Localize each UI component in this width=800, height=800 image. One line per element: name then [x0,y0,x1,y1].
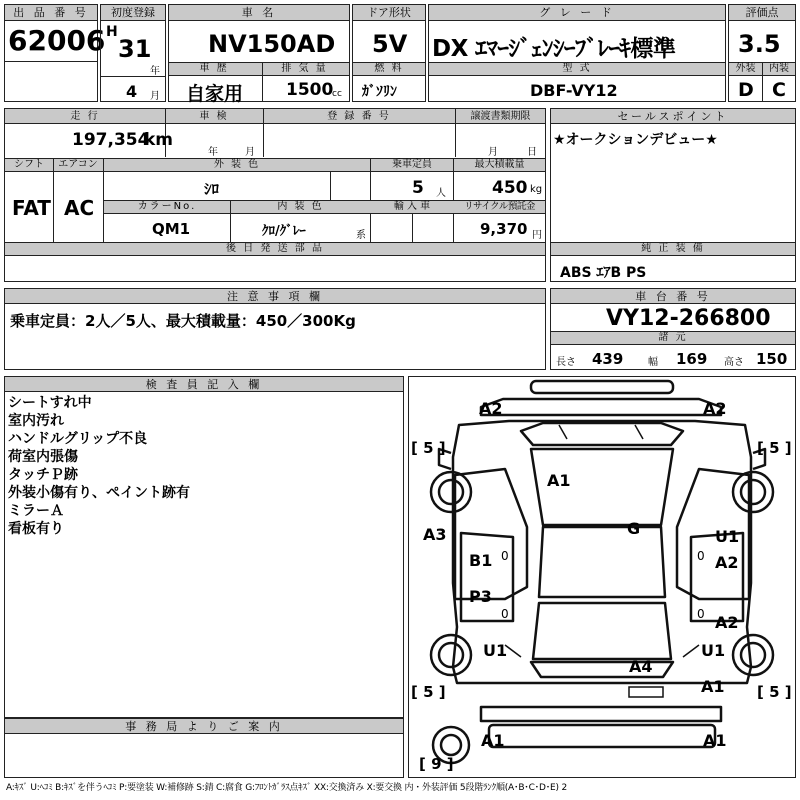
color-no: QM1 [152,220,191,238]
mark-u1-right-upper: U1 [715,527,740,546]
later-parts-label: 後 日 発 送 部 品 [226,243,324,254]
note-line: シートすれ中 [8,395,92,411]
height-label: 高さ [724,357,744,368]
height: 150 [756,350,788,368]
fuel-label: 燃 料 [374,63,404,74]
int-color-suffix: 系 [356,230,366,241]
car-outline-svg [409,377,795,777]
equipment-label: 純 正 装 備 [641,243,705,254]
inspection-year-unit: 年 [208,147,218,158]
displacement: 1500 [286,80,334,100]
score: 3.5 [738,30,781,58]
recycle-label: リサイクル預託金 [464,201,535,212]
mark-a4-rear: A4 [629,657,653,676]
mark-a1-roof: A1 [547,471,571,490]
aircon: AC [64,196,95,220]
length-label: 長さ [556,357,576,368]
history-label: 車 歴 [199,63,229,74]
score-label: 評価点 [729,5,795,21]
mark-a2-top-left: A2 [479,399,503,418]
mark-a2-top-right: A2 [703,399,727,418]
note-line: 荷室内張傷 [8,449,78,465]
interior-label: 内装 [769,63,789,74]
sales-point-label: セールスポイント [551,109,795,124]
inspection-month-unit: 月 [245,147,255,158]
door-type: 5V [372,30,408,58]
max-load: 450 [492,178,528,198]
interior-score: C [772,79,786,101]
zero-mark: 0 [697,549,705,563]
import-label: 輸 入 車 [393,201,431,212]
chassis-label: 車 台 番 号 [551,289,795,304]
width: 169 [676,350,708,368]
exterior-label: 外装 [735,63,756,74]
length: 439 [592,350,624,368]
recycle-unit: 円 [532,230,542,241]
mark-g-glass: G [627,519,641,538]
reg-no-label: 登 録 番 号 [327,111,391,122]
int-color-label: 内 装 色 [277,201,324,212]
capacity-unit: 人 [436,188,446,199]
exterior-score: D [738,79,754,101]
width-label: 幅 [648,357,658,368]
caution-label: 注 意 事 項 欄 [5,289,545,304]
note-line: 外装小傷有り、ペイント跡有 [8,485,190,501]
mileage-unit: km [144,130,174,150]
zero-mark: 0 [697,607,705,621]
note-line: ハンドルグリップ不良 [8,431,148,447]
tire-rear-left: [ 5 ] [411,683,446,701]
era: H [106,24,118,40]
shift: FAT [12,196,51,220]
displacement-unit: cc [332,89,342,99]
first-reg-label: 初度登録 [101,5,165,21]
capacity-label: 乗車定員 [392,159,432,170]
grade-label: グ レ ー ド [429,5,725,21]
ext-color-label: 外 装 色 [213,159,261,170]
int-color: ｸﾛ/ｸﾞﾚｰ [262,224,306,239]
model-code: DBF-VY12 [530,81,618,100]
mark-a1-bottom-left: A1 [481,731,505,750]
note-line: ミラーＡ [8,503,64,519]
mark-a2-right-lower: A2 [715,613,739,632]
model-name-label: 車 名 [169,5,349,21]
grade: DX ｴﾏｰｼﾞｪﾝｼｰﾌﾞﾚｰｷ標準 [432,36,676,62]
office-label: 事 務 局 よ り ご 案 内 [5,719,403,734]
ext-color: ｼﾛ [204,180,220,198]
mark-u1-right-lower: U1 [701,641,726,660]
year-unit: 年 [150,66,160,77]
damage-diagram [408,376,796,778]
mark-a1-right: A1 [701,677,725,696]
mileage-label: 走 行 [70,111,100,122]
model-name: NV150AD [208,30,336,58]
caution-text: 乗車定員：2人／5人、最大積載量：450／300Kg [10,312,356,330]
note-line: 室内汚れ [8,413,64,429]
chassis-number: VY12-266800 [606,306,771,331]
color-no-label: カラーNo. [137,201,197,212]
mark-u1-left: U1 [483,641,508,660]
recycle-fee: 9,370 [480,220,528,238]
reg-month: 4 [126,82,138,101]
legend-text: A:ｷｽﾞ U:ﾍｺﾐ B:ｷｽﾞを伴うﾍｺﾐ P:要塗装 W:補修跡 S:錆 C:腐食 G:ﾌﾛﾝﾄｶﾞﾗｽ点ｷｽﾞ XX:交換済み X:要交換 内・外装評価 5段階ﾗﾝｸ順(A･B･C･D･E) 2 [6,783,567,793]
transfer-month-unit: 月 [488,147,498,158]
tire-front-left: [ 5 ] [411,439,446,457]
mark-p3: P3 [469,587,492,606]
mark-a3: A3 [423,525,447,544]
mark-a1-bottom-right: A1 [703,731,727,750]
month-unit: 月 [150,91,160,102]
shift-label: シフト [14,159,44,170]
note-line: 看板有り [8,521,64,537]
inspector-label: 検 査 員 記 入 欄 [5,377,403,392]
inspector-notes [8,394,190,538]
capacity: 5 [412,178,424,198]
dims-label: 諸 元 [658,332,688,343]
door-label: ドア形状 [353,5,425,21]
transfer-day-unit: 日 [527,147,537,158]
tire-rear-right: [ 5 ] [757,683,792,701]
inspection-label: 車 検 [199,111,229,122]
sales-point-text: ★オークションデビュー★ [553,132,718,148]
tire-front-right: [ 5 ] [757,439,792,457]
mark-b1: B1 [469,551,493,570]
zero-mark: 0 [501,607,509,621]
lot-number-label: 出 品 番 号 [5,5,97,21]
max-load-label: 最大積載量 [474,159,525,170]
aircon-label: エアコン [58,159,98,170]
fuel: ｶﾞｿﾘﾝ [362,84,397,100]
reg-year: 31 [118,35,152,63]
model-code-label: 型 式 [562,63,592,74]
mark-a2-right-upper: A2 [715,553,739,572]
transfer-label: 譲渡書類期限 [470,111,531,122]
note-line: タッチＰ跡 [8,467,78,483]
equipment-text: ABS ｴｱB PS [560,265,647,281]
lot-number: 62006 [8,24,106,57]
mileage: 197,354 [72,130,150,150]
zero-mark: 0 [501,549,509,563]
tire-spare: [ 9 ] [419,755,454,773]
history: 自家用 [186,83,244,105]
displacement-label: 排 気 量 [281,63,328,74]
max-load-unit: kg [530,184,543,195]
